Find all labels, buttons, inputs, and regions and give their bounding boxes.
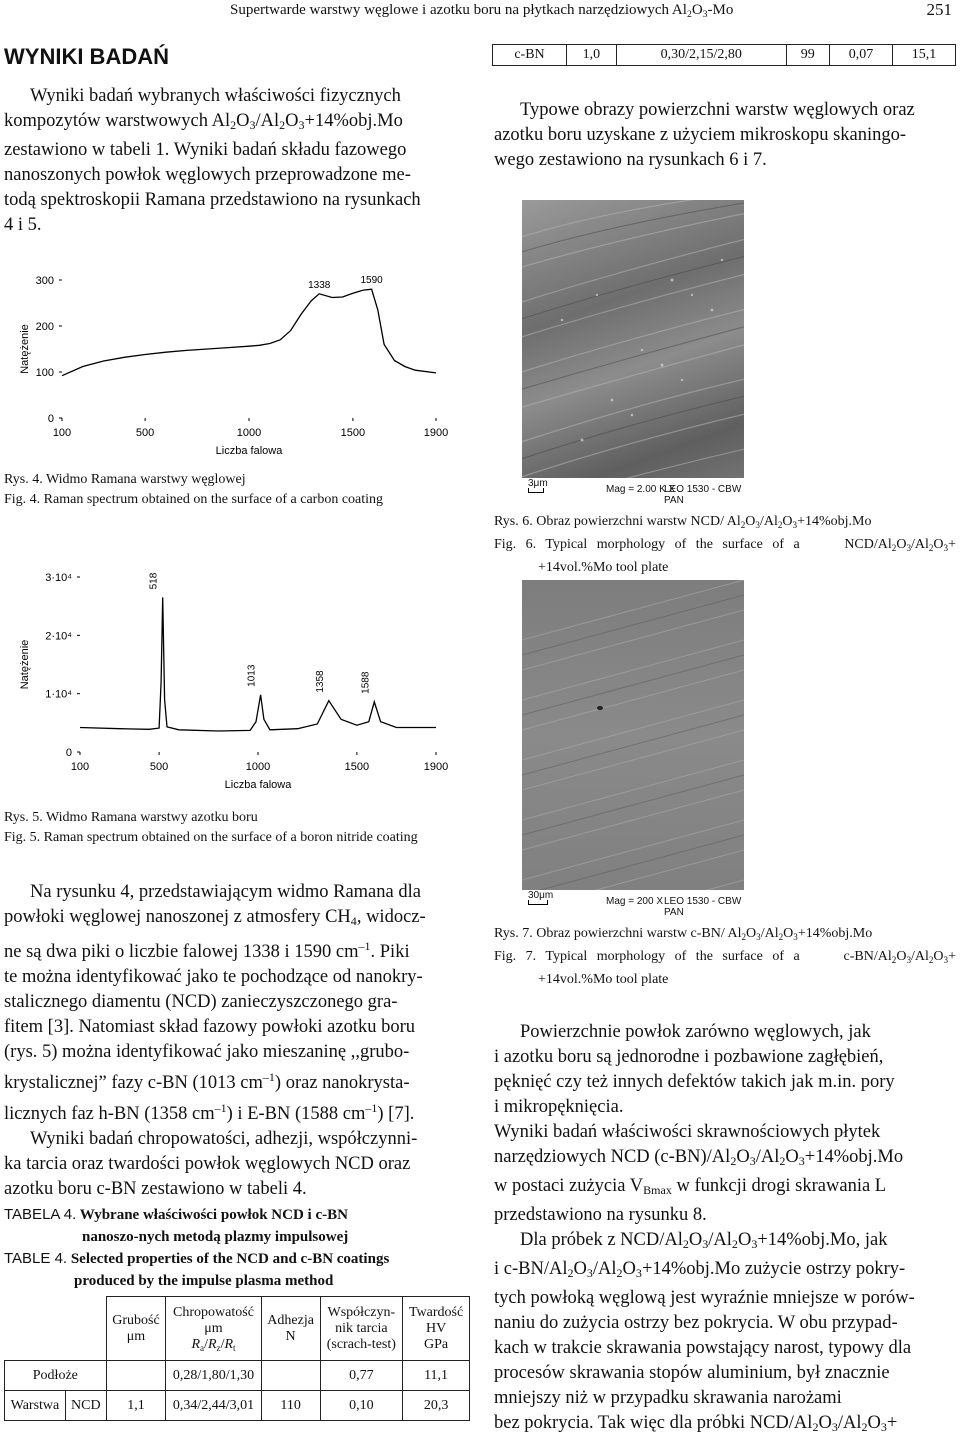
x-tick-label: 1000	[236, 427, 262, 439]
table-cell: 1,0	[566, 45, 616, 66]
x-tick-label: 1500	[344, 761, 370, 773]
x-tick-label: 100	[52, 427, 72, 439]
sem-info-bar-cbn: 30μm Mag = 200 X LEO 1530 - CBW PAN	[522, 890, 744, 912]
table1-cbn-row	[492, 44, 956, 66]
sem-image-ncd	[522, 200, 744, 500]
y-tick-label: 3·10⁴	[45, 572, 72, 584]
x-tick-label: 1900	[423, 427, 449, 439]
x-tick-label: 500	[135, 427, 155, 439]
y-axis-label: Natężenie	[19, 639, 31, 690]
table4	[4, 1296, 470, 1421]
series-line	[80, 597, 436, 731]
y-tick-label: 100	[35, 367, 54, 379]
col-header-chropowatosc: Chropowatość μm $R_a/R_z/R_t$	[166, 1297, 261, 1361]
y-tick-label: 1·10⁴	[45, 688, 72, 701]
col-header-adhezja: Adhezja N	[261, 1297, 320, 1361]
fig5-caption: Rys. 5. Widmo Ramana warstwy azotku boru Fig. 5. Raman spectrum obtained on the surface of a boron nitride coating	[4, 810, 418, 845]
raman-chart-boron-nitride	[18, 563, 468, 803]
y-axis-label: Natężenie	[19, 324, 31, 374]
raman-discussion-paragraph: Na rysunku 4, przedstawiającym widmo Ramana dla powłoki węglowej nanoszonej z atmosfery $CH_4$, widocz- ne są dwa piki o liczbie falowej 1338 i 1590 $cm^{-1}$. Piki te można identyfikować jako te pochodzące od nanokry- stalicznego diamentu (NCD) zanieczyszczonego gra- fitem [3]. Natomiast skład fazowy powłoki azotku boru (rys. 5) można identyfikować jako mieszaninę ,,grubo- krystalicznej” fazy c-BN (1013 $cm^{-1}$) oraz nanokrysta- licznych faz h-BN (1358 $cm^{-1}$) i E-BN (1588 $cm^{-1}$) [7]. Wyniki badań chropowatości, adhezji, współczynni- ka tarcia oraz twardości powłok węglowych NCD oraz azotku boru c-BN zestawiono w tabeli 4.	[4, 882, 426, 1199]
table4-title: TABELA 4. Wybrane właściwości powłok NCD i c-BN nanoszo-nych metodą plazmy impulsowej TABLE 4. Selected properties of the NCD and c-BN coatings produced by the impulse plasma method	[4, 1206, 390, 1289]
series-line	[62, 289, 436, 376]
fig4-caption: Rys. 4. Widmo Ramana warstwy węglowej Fig. 4. Raman spectrum obtained on the surface of a carbon coating	[4, 472, 384, 507]
page-number: 251	[926, 0, 952, 19]
x-axis-label: Liczba falowa	[224, 779, 292, 791]
table-row: Podłoże 0,28/1,80/1,30 0,77 11,1	[5, 1361, 470, 1391]
peak-label: 1013	[246, 664, 258, 687]
peak-label: 1590	[360, 275, 383, 287]
peak-label: 1358	[314, 670, 326, 693]
scale-bar-icon	[528, 488, 544, 493]
table-corner	[5, 1297, 107, 1361]
sem-intro-paragraph: Typowe obrazy powierzchni warstw węglowych oraz azotku boru uzyskane z użyciem mikroskopu skaningo- wego zestawiono na rysunkach 6 i 7.	[494, 100, 915, 170]
section-title: WYNIKI BADAŃ	[4, 44, 169, 69]
table-cell: 0,07	[829, 45, 892, 66]
peak-label: 518	[148, 572, 160, 590]
running-head: Supertwarde warstwy węglowe i azotku boru na płytkach narzędziowych $Al_2O_3-Mo$	[230, 2, 734, 20]
y-tick-label: 200	[35, 321, 54, 333]
x-tick-label: 500	[149, 761, 169, 773]
col-header-twardosc: Twardość HV GPa	[403, 1297, 470, 1361]
table-cell: c-BN	[493, 45, 567, 66]
sem-texture-cbn	[522, 580, 744, 890]
y-tick-label: 0	[47, 413, 54, 425]
fig6-caption: Rys. 6. Obraz powierzchni warstw NCD/ $Al_2O_3/Al_2O_3+14\%obj.Mo$ Fig. 6. Typical morphology of the surface of a NCD/$Al_2O_3/Al_2O_3+$ +14vol.%Mo tool plate	[494, 514, 956, 575]
sem-info-bar-ncd: 3μm Mag = 2.00 K X LEO 1530 - CBW PAN	[522, 478, 744, 500]
x-tick-label: 100	[70, 761, 90, 773]
sem-texture-ncd	[522, 200, 744, 500]
intro-paragraph: Wyniki badań wybranych właściwości fizycznych kompozytów warstwowych $Al_2O_3/Al_2O_3+14\%obj.Mo$ zestawiono w tabeli 1. Wyniki badań składu fazowego nanoszonych powłok węglowych przeprowadzone me- todą spektroskopii Ramana przedstawiono na rysunkach 4 i 5.	[4, 86, 421, 235]
col-header-grubosc: Grubość μm	[106, 1297, 166, 1361]
x-tick-label: 1900	[423, 761, 449, 773]
raman-chart-carbon	[18, 255, 468, 470]
sem-image-cbn	[522, 580, 744, 890]
x-axis-label: Liczba falowa	[215, 445, 283, 457]
peak-label: 1588	[360, 671, 372, 694]
x-tick-label: 1000	[245, 761, 271, 773]
table-row: Warstwa NCD 1,1 0,34/2,44/3,01 110 0,10 20,3	[5, 1391, 470, 1421]
fig7-caption: Rys. 7. Obraz powierzchni warstw c-BN/ $Al_2O_3/Al_2O_3+14\%obj.Mo$ Fig. 7. Typical morphology of the surface of a $c-BN/Al_2O_3/Al_2O_3+$ +14vol.%Mo tool plate	[494, 926, 956, 987]
scale-bar-icon	[528, 900, 548, 905]
x-tick-label: 1500	[340, 427, 366, 439]
col-header-wspolczynnik: Współczyn- nik tarcia (scrach-test)	[320, 1297, 403, 1361]
y-tick-label: 2·10⁴	[45, 630, 72, 643]
y-tick-label: 0	[65, 747, 72, 759]
table-cell: 0,30/2,15/2,80	[616, 45, 786, 66]
peak-label: 1338	[308, 279, 331, 291]
table-cell: 99	[786, 45, 829, 66]
y-tick-label: 300	[35, 275, 54, 287]
table-cell: 15,1	[892, 45, 955, 66]
surface-results-paragraph: Powierzchnie powłok zarówno węglowych, jak i azotku boru są jednorodne i pozbawione zagłębień, pęknięć czy też innych defektów takich jak m.in. pory i mikropęknięcia. Wyniki badań właściwości skrawnościowych płytek narzędziowych NCD $(c-BN)/Al_2O_3/Al_2O_3+14\%obj.Mo$ w postaci zużycia $V_{Bmax}$ w funkcji drogi skrawania L przedstawiono na rysunku 8. Dla próbek z NCD/$Al_2O_3/Al_2O_3+14\%obj.Mo$, jak i $c-BN/Al_2O_3/Al_2O_3+14\%obj.Mo$ zużycie ostrzy pokry- tych powłoką węglową jest wyraźnie mniejsze w porów- naniu do zużycia ostrzy bez pokrycia. W obu przypad- kach w trakcie skrawania powstający narost, typowy dla procesów skrawania stopów aluminium, był znacznie mniejszy niż w przypadku skrawania narożami bez pokrycia. Tak więc dla próbki NCD/$Al_2O_3/Al_2O_3+$	[494, 1022, 915, 1434]
